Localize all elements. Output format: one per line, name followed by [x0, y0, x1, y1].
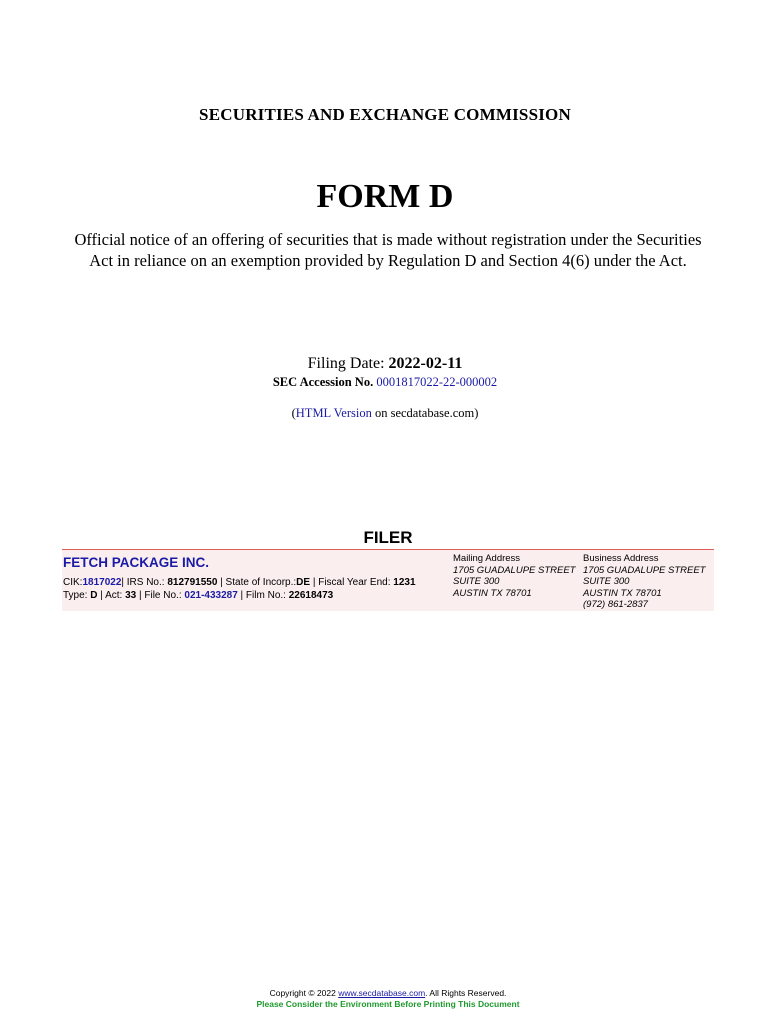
file-label: | File No.: — [136, 590, 185, 601]
business-address — [583, 553, 706, 611]
accession-label: SEC Accession No. — [272, 375, 374, 389]
secdatabase-link[interactable]: www.secdatabase.com — [338, 988, 426, 998]
form-title: FORM D — [316, 178, 454, 215]
film-value: 22618473 — [288, 590, 334, 601]
open-paren: ( — [291, 406, 296, 420]
state-value: DE — [296, 577, 311, 588]
offering-notice — [60, 229, 716, 271]
business-address-line: AUSTIN TX 78701 — [583, 587, 662, 599]
environment-note: Please Consider the Environment Before Printing This Document — [256, 999, 520, 1009]
mailing-address-line: 1705 GUADALUPE STREET — [453, 564, 576, 576]
accession-link[interactable]: 0001817022-22-000002 — [376, 375, 498, 389]
business-address-line: SUITE 300 — [583, 576, 630, 587]
fye-value: 1231 — [393, 577, 416, 588]
type-label: Type: — [63, 590, 91, 601]
act-value: 33 — [125, 590, 137, 601]
business-address-line: 1705 GUADALUPE STREET — [583, 564, 706, 576]
irs-value: 812791550 — [167, 577, 218, 588]
notice-line-1: Official notice of an offering of securities that is made without registration under the Securities — [74, 230, 702, 249]
file-number-link[interactable]: 021-433287 — [184, 590, 238, 601]
page-footer — [0, 988, 770, 1010]
commission-heading: SECURITIES AND EXCHANGE COMMISSION — [199, 105, 571, 124]
cik-label: CIK: — [63, 577, 83, 588]
filer-meta-line-2 — [63, 589, 333, 602]
filer-meta-line-1 — [63, 576, 416, 589]
act-label: | Act: — [97, 590, 126, 601]
notice-line-2: Act in reliance on an exemption provided by Regulation D and Section 4(6) under the Act. — [89, 251, 687, 270]
mailing-address-line: AUSTIN TX 78701 — [453, 587, 532, 599]
mailing-address-line: SUITE 300 — [453, 576, 500, 587]
html-version-note — [0, 406, 770, 421]
html-version-link[interactable]: HTML Version — [295, 406, 372, 420]
business-phone: (972) 861-2837 — [583, 599, 648, 610]
film-label: | Film No.: — [237, 590, 289, 601]
cik-link[interactable]: 1817022 — [82, 577, 122, 588]
fye-label: | Fiscal Year End: — [310, 577, 394, 588]
filing-date-value: 2022-02-11 — [388, 355, 463, 372]
irs-label: | IRS No.: — [121, 577, 168, 588]
filing-date-label: Filing Date: — [307, 355, 389, 372]
copyright-line — [0, 988, 770, 999]
copyright-prefix: Copyright © 2022 — [269, 988, 339, 998]
accession-number — [0, 375, 770, 390]
business-address-heading: Business Address — [583, 553, 659, 564]
html-version-suffix: on secdatabase.com) — [371, 406, 479, 420]
copyright-suffix: . All Rights Reserved. — [425, 988, 507, 998]
state-label: | State of Incorp.: — [217, 577, 297, 588]
mailing-address — [453, 553, 576, 599]
filer-heading: FILER — [363, 528, 413, 547]
filing-date — [0, 355, 770, 373]
type-value: D — [90, 590, 98, 601]
mailing-address-heading: Mailing Address — [453, 553, 521, 564]
company-name: FETCH PACKAGE INC. — [63, 555, 210, 570]
